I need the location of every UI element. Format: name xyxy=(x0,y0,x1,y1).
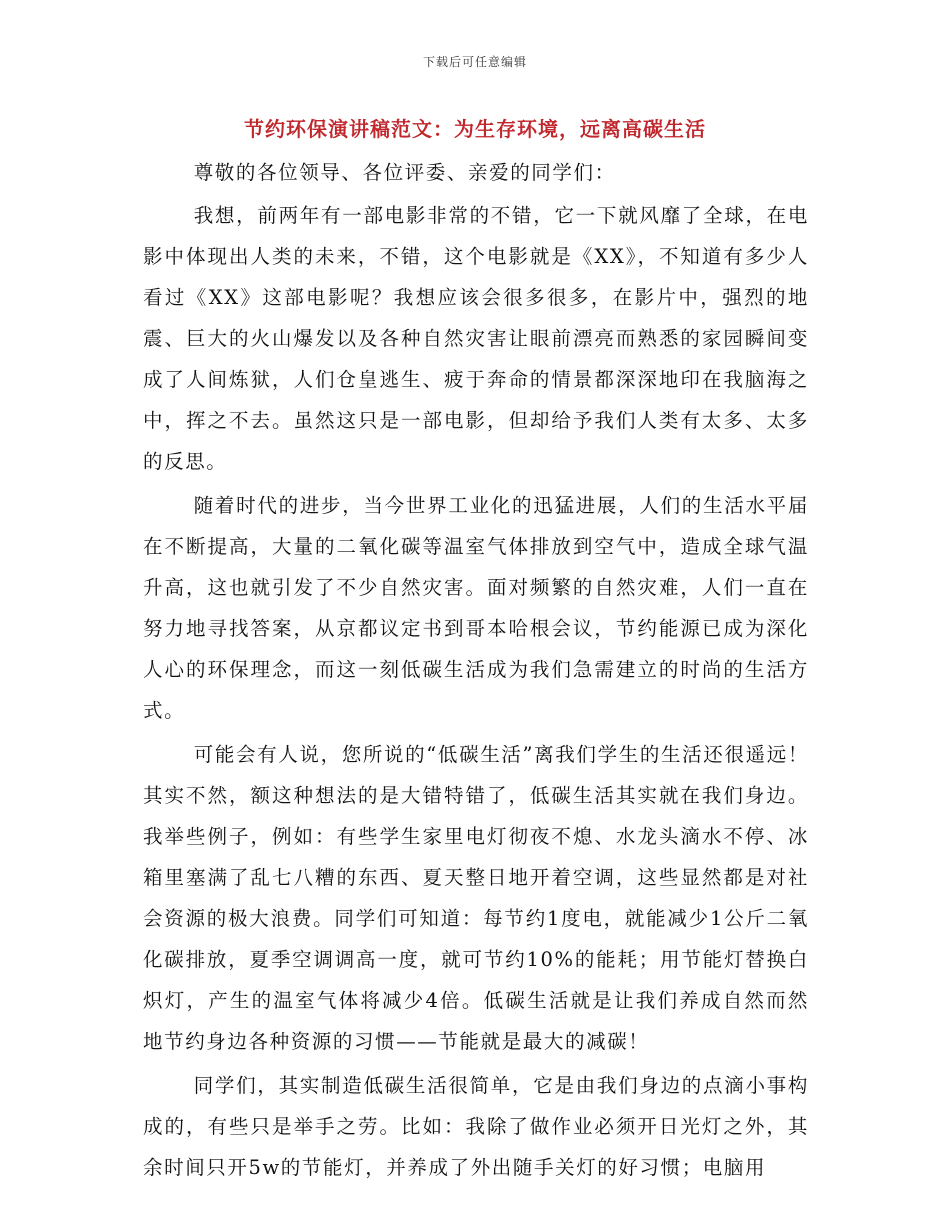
paragraph-3: 可能会有人说，您所说的“低碳生活”离我们学生的生活还很遥远！其实不然，额这种想法的是大错特错了，低碳生活其实就在我们身边。我举些例子，例如：有些学生家里电灯彻夜不熄、水龙头滴水不停、冰箱里塞满了乱七八糟的东西、夏天整日地开着空调，这些显然都是对社会资源的极大浪费。同学们可知道：每节约1度电，就能减少1公斤二氧化碳排放，夏季空调调高一度，就可节约10%的能耗；用节能灯替换白炽灯，产生的温室气体将减少4倍。低碳生活就是让我们养成自然而然地节约身边各种资源的习惯——节能就是最大的减碳！ xyxy=(143,743,809,1053)
document-title: 节约环保演讲稿范文：为生存环境，远离高碳生活 xyxy=(244,117,706,141)
paragraph-2: 随着时代的进步，当今世界工业化的迅猛进展，人们的生活水平届在不断提高，大量的二氧化碳等温室气体排放到空气中，造成全球气温升高，这也就引发了不少自然灾害。面对频繁的自然灾难，人们一直在努力地寻找答案，从京都议定书到哥本哈根会议，节约能源已成为深化人心的环保理念，而这一刻低碳生活成为我们急需建立的时尚的生活方式。 xyxy=(143,494,809,722)
header-note: 下载后可任意编辑 xyxy=(422,55,527,69)
document-body xyxy=(143,152,809,1191)
paragraph-4: 同学们，其实制造低碳生活很简单，它是由我们身边的点滴小事构成的，有些只是举手之劳。比如：我除了做作业必须开日光灯之外，其余时间只开5w的节能灯，并养成了外出随手关灯的好习惯；电脑用 xyxy=(143,1074,809,1179)
paragraph-1: 我想，前两年有一部电影非常的不错，它一下就风靡了全球，在电影中体现出人类的未来，不错，这个电影就是《XX》，不知道有多少人看过《XX》这部电影呢？我想应该会很多很多，在影片中，强烈的地震、巨大的火山爆发以及各种自然灾害让眼前漂亮而熟悉的家园瞬间变成了人间炼狱，人们仓皇逃生、疲于奔命的情景都深深地印在我脑海之中，挥之不去。虽然这只是一部电影，但却给予我们人类有太多、太多的反思。 xyxy=(143,204,809,473)
salutation: 尊敬的各位领导、各位评委、亲爱的同学们： xyxy=(193,161,616,184)
